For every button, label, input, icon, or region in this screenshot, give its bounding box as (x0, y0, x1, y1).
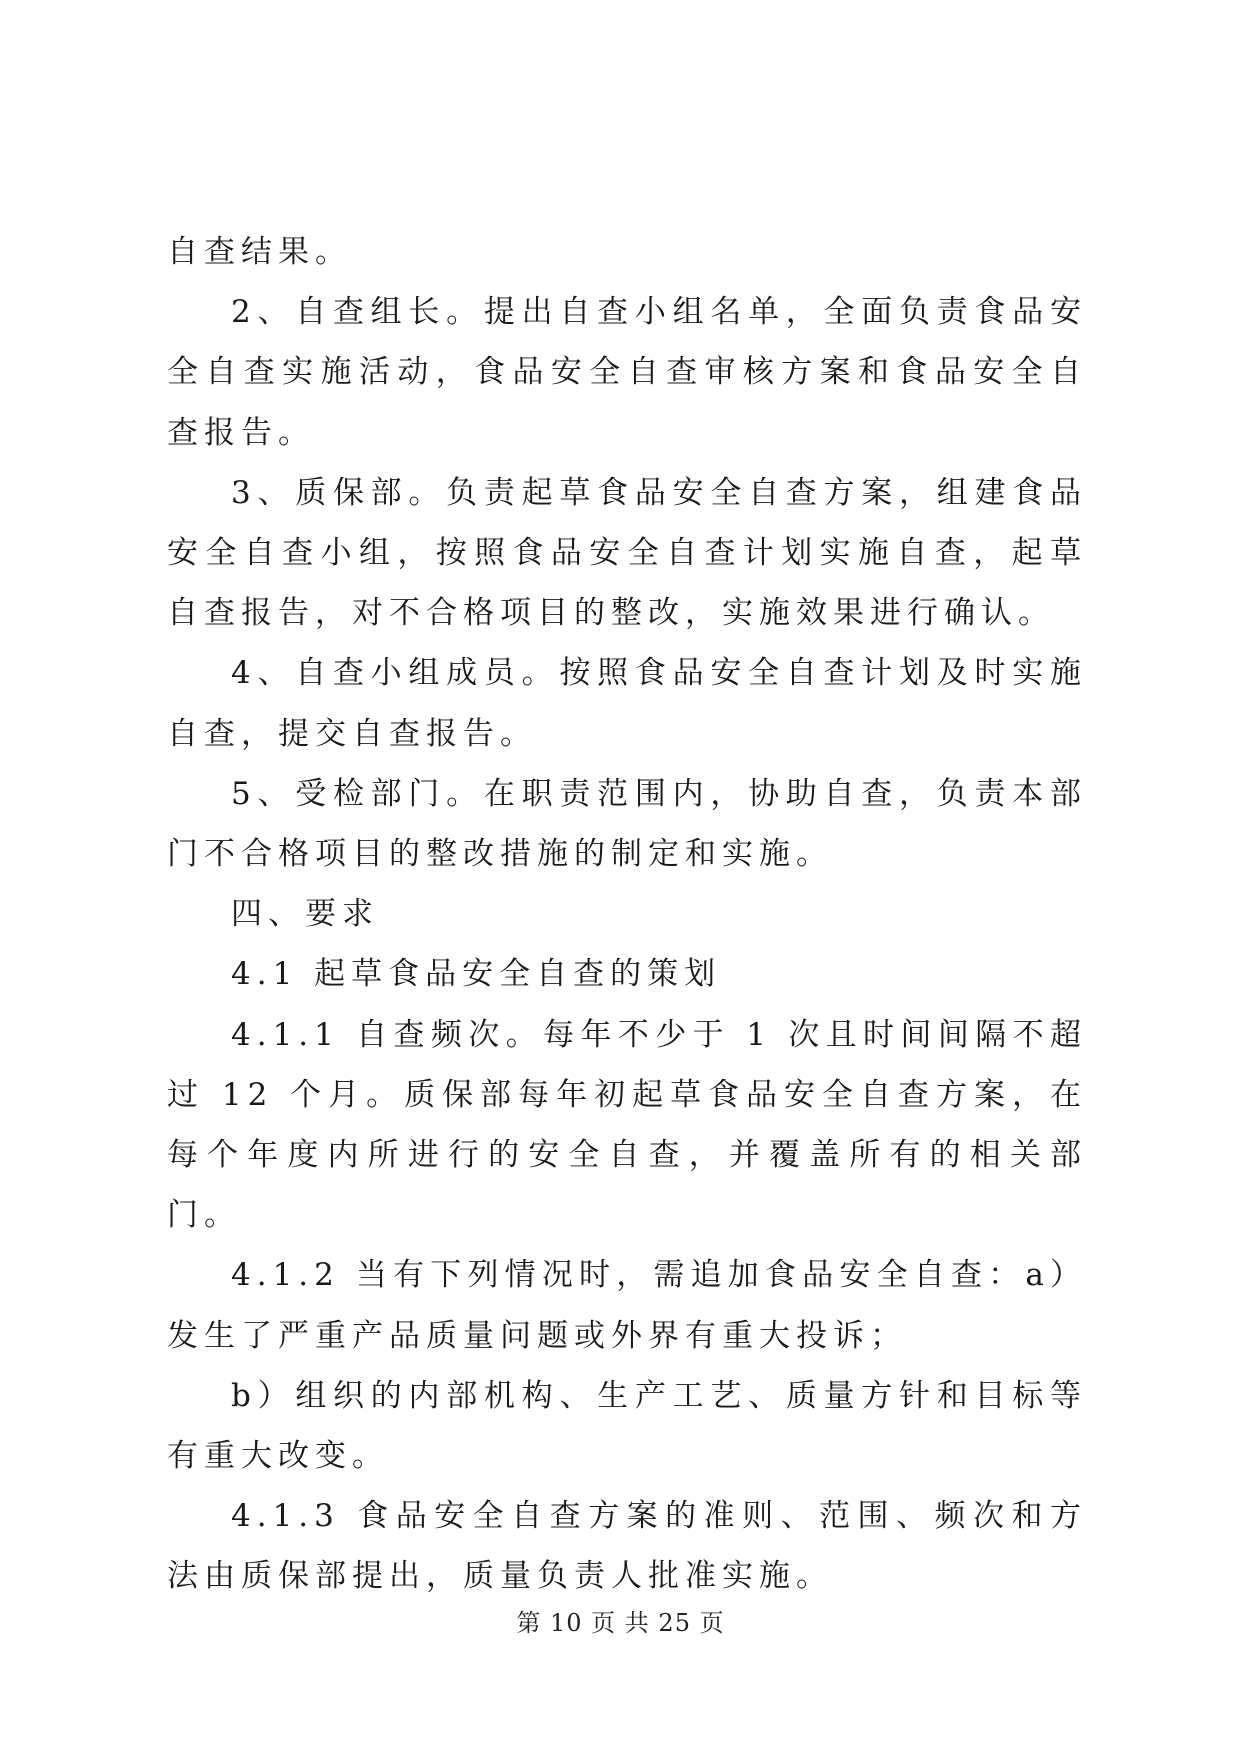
paragraph-2: 2、自查组长。提出自查小组名单，全面负责食品安全自查实施活动，食品安全自查审核方案和食品安全自查报告。 (167, 294, 1087, 451)
document-body (167, 222, 1087, 1607)
paragraph-4-1-1: 4.1.1 自查频次。每年不少于 1 次且时间间隔不超过 12 个月。质保部每年初起草食品安全自查方案，在每个年度内所进行的安全自查，并覆盖所有的相关部门。 (167, 1016, 1087, 1234)
section-heading-requirements: 四、要求 (231, 896, 379, 933)
paragraph-3: 3、质保部。负责起草食品安全自查方案，组建食品安全自查小组，按照食品安全自查计划实施自查，起草自查报告，对不合格项目的整改，实施效果进行确认。 (167, 474, 1087, 632)
paragraph-4: 4、自查小组成员。按照食品安全自查计划及时实施自查，提交自查报告。 (167, 655, 1087, 752)
paragraph-4-1-3: 4.1.3 食品安全自查方案的准则、范围、频次和方法由质保部提出，质量负责人批准实施。 (167, 1498, 1087, 1595)
paragraph-1: 自查结果。 (167, 234, 352, 270)
page-footer (0, 1606, 1241, 1640)
subsection-heading-4-1: 4.1 起草食品安全自查的策划 (231, 956, 722, 993)
paragraph-4-1-2-b: b）组织的内部机构、生产工艺、质量方针和目标等有重大改变。 (167, 1377, 1087, 1475)
page-number-label: 第 10 页 共 25 页 (516, 1609, 725, 1637)
paragraph-5: 5、受检部门。在职责范围内，协助自查，负责本部门不合格项目的整改措施的制定和实施。 (167, 775, 1087, 873)
paragraph-4-1-2: 4.1.2 当有下列情况时，需追加食品安全自查：a）发生了严重产品质量问题或外界有重大投诉； (167, 1257, 1087, 1354)
